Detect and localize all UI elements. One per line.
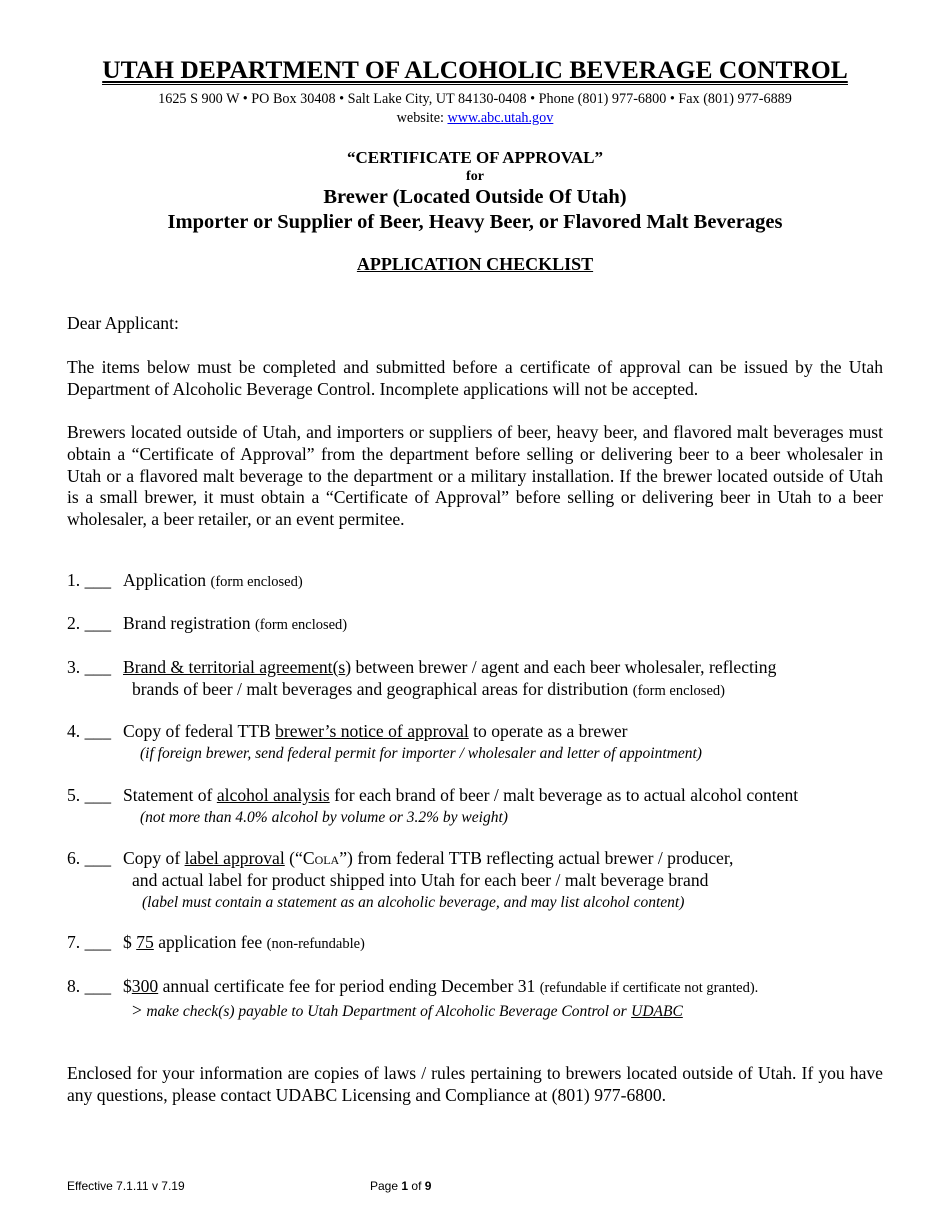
item-text-end: to operate as a brewer — [473, 721, 628, 741]
item-dollar: $ — [123, 976, 132, 996]
page-current: 1 — [401, 1179, 409, 1193]
item-note: (form enclosed) — [632, 682, 725, 699]
footer-effective: Effective 7.1.11 v 7.19 — [67, 1179, 185, 1193]
item-text: application fee — [158, 932, 263, 952]
checklist-item-4 — [67, 721, 883, 765]
item-underlined: alcohol analysis — [216, 785, 330, 805]
item-text: Statement of — [123, 785, 213, 805]
website-line — [67, 109, 883, 128]
salutation: Dear Applicant: — [67, 313, 179, 333]
item-underlined: label approval — [184, 848, 285, 868]
item-italic-note: (not more than 4.0% alcohol by volume or 3.2% by weight) — [140, 808, 508, 826]
item-text: Copy of federal TTB — [123, 721, 271, 741]
item-amount: 300 — [131, 976, 159, 996]
page-of: of — [411, 1179, 422, 1193]
page-prefix: Page — [370, 1179, 399, 1193]
item-number: 4. ___ — [67, 721, 111, 741]
item-number: 3. ___ — [67, 657, 111, 677]
item-italic-note: (label must contain a statement as an alcoholic beverage, and may list alcohol content) — [142, 893, 685, 911]
footer-page-number — [370, 1179, 431, 1193]
item-note: (non-refundable) — [266, 936, 365, 952]
checklist-heading: APPLICATION CHECKLIST — [356, 254, 594, 274]
item-number: 5. ___ — [67, 785, 111, 805]
item-amount: 75 — [136, 932, 154, 952]
item-number: 2. ___ — [67, 613, 111, 633]
item-text: Copy of — [123, 848, 181, 868]
item-line-2: and actual label for product shipped into Utah for each beer / malt beverage brand — [132, 869, 709, 890]
item-dollar: $ — [123, 932, 132, 952]
item-text: Brand registration — [123, 613, 251, 633]
checklist-item-8 — [67, 976, 883, 1023]
item-text-2: brands of beer / malt beverages and geographical areas for distribution — [132, 678, 629, 699]
intro-paragraph-1: The items below must be completed and submitted before a certificate of approval can be issued by the Utah Department of Alcoholic Beverage Control. Incomplete applications will not be accepted. — [67, 357, 883, 399]
subtitle-brewer: Brewer (Located Outside Of Utah) — [323, 186, 627, 208]
item-number: 6. ___ — [67, 848, 111, 868]
agency-address: 1625 S 900 W • PO Box 30408 • Salt Lake City, UT 84130-0408 • Phone (801) 977-6800 • Fax (801) 977-6889 — [158, 91, 792, 107]
payment-abbrev: UDABC — [631, 1002, 683, 1020]
item-note: (refundable if certificate not granted). — [539, 980, 759, 996]
item-text: ) between brewer / agent and each beer wholesaler, reflecting — [345, 657, 777, 677]
letterhead — [67, 56, 883, 88]
document-page — [67, 56, 883, 275]
item-note: (form enclosed) — [254, 617, 348, 633]
arrow-icon: > — [132, 999, 142, 1020]
item-italic-note: (if foreign brewer, send federal permit for importer / wholesaler and letter of appointment) — [140, 744, 702, 762]
page-total: 9 — [424, 1179, 432, 1193]
item-underlined: brewer’s notice of approval — [275, 721, 469, 741]
payment-note — [67, 1000, 883, 1023]
website-link[interactable]: www.abc.utah.gov — [447, 110, 554, 126]
checklist-item-1 — [67, 570, 883, 594]
item-text: Application — [123, 570, 207, 590]
item-text: annual certificate fee for period ending December 31 — [162, 976, 536, 996]
payment-instruction: make check(s) payable to Utah Department of Alcoholic Beverage Control or — [146, 1002, 627, 1020]
item-note: (form enclosed) — [210, 574, 303, 590]
checklist-heading-wrap — [67, 253, 883, 275]
checklist-item-3 — [67, 657, 883, 703]
checklist-item-7 — [67, 932, 883, 956]
item-underlined: Brand & territorial agreement(s — [123, 657, 346, 677]
cola-term: Cola — [302, 848, 340, 868]
item-text-end: for each brand of beer / malt beverage as to actual alcohol content — [334, 785, 799, 805]
website-label: website: — [396, 110, 444, 126]
closing-paragraph: Enclosed for your information are copies of laws / rules pertaining to brewers located outside of Utah. If you have any questions, please contact UDABC Licensing and Compliance at (801) 977-6800. — [67, 1063, 883, 1105]
checklist-item-6 — [67, 848, 883, 913]
subtitle-importer: Importer or Supplier of Beer, Heavy Beer, or Flavored Malt Beverages — [167, 211, 783, 233]
item-number: 7. ___ — [67, 932, 111, 952]
item-number: 1. ___ — [67, 570, 111, 590]
checklist-item-2 — [67, 613, 883, 637]
intro-paragraph-2: Brewers located outside of Utah, and importers or suppliers of beer, heavy beer, and flavored malt beverages must obtain a “Certificate of Approval” from the department before selling or delivering beer to a beer wholesaler in Utah or a flavored malt beverage to the department or a military installation. If the brewer located outside of Utah is a small brewer, it must obtain a “Certificate of Approval” before selling or delivering beer in Utah to a beer wholesaler, a beer retailer, or an event permitee. — [67, 422, 883, 530]
certificate-title: “CERTIFICATE OF APPROVAL” — [346, 148, 603, 167]
item-text-end: ”) from federal TTB reflecting actual brewer / producer, — [339, 848, 734, 868]
for-label: for — [466, 169, 484, 184]
item-number: 8. ___ — [67, 976, 111, 996]
checklist-item-5 — [67, 785, 883, 829]
item-quote-open: (“ — [289, 848, 303, 868]
item-line-2 — [67, 679, 883, 703]
agency-name: UTAH DEPARTMENT OF ALCOHOLIC BEVERAGE CONTROL — [102, 55, 848, 84]
